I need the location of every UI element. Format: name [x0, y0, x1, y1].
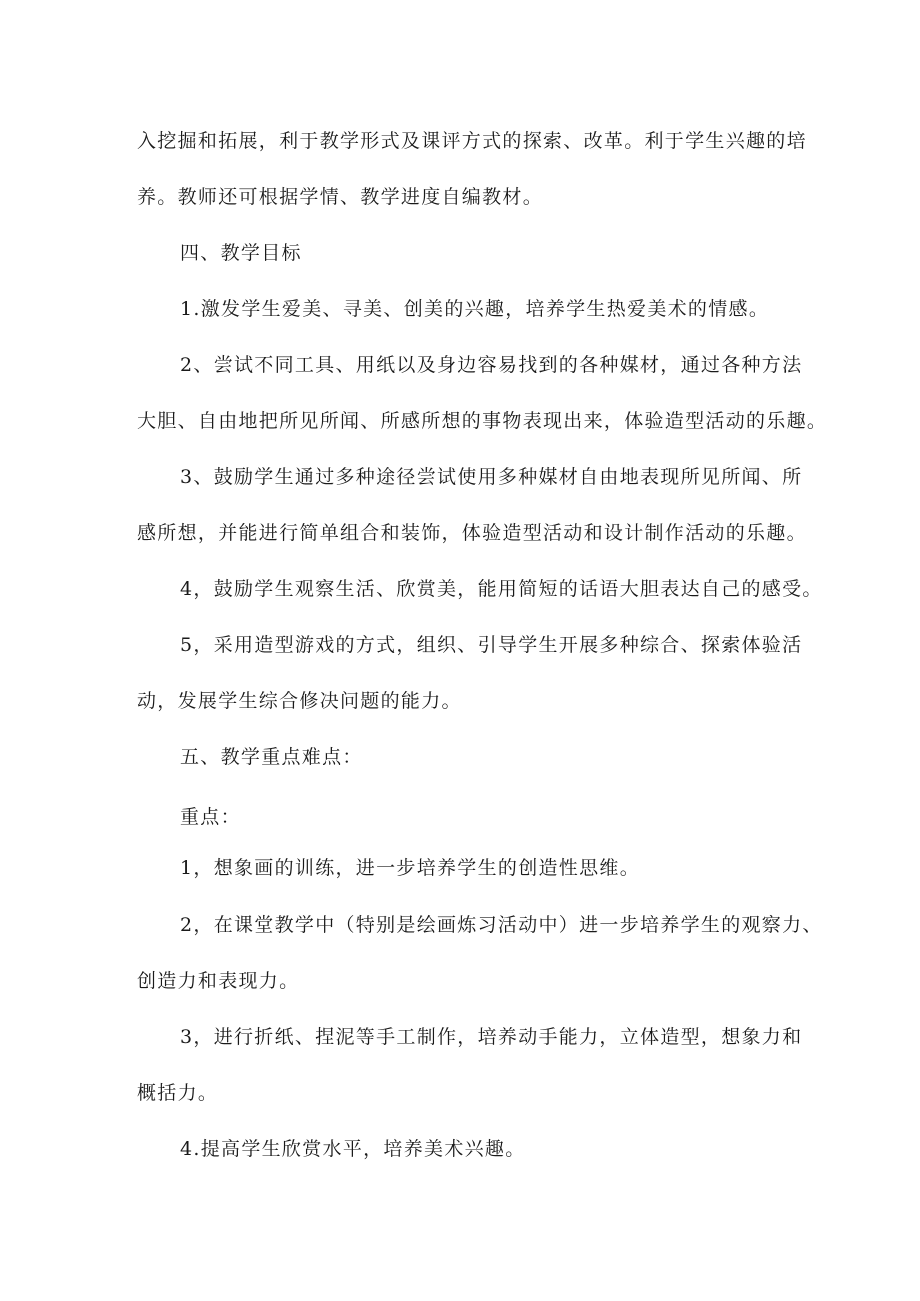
goal-item-3: 3、鼓励学生通过多种途径尝试使用多种媒材自由地表现所见所闻、所 — [180, 466, 803, 488]
paragraph-line-continuation: 入挖掘和拓展，利于教学形式及课评方式的探索、改革。利于学生兴趣的培 — [137, 130, 807, 152]
key-point-item-2-continuation: 创造力和表现力。 — [137, 970, 300, 992]
key-point-item-1: 1，想象画的训练，进一步培养学生的创造性思维。 — [180, 857, 640, 879]
goal-item-1: 1.激发学生爱美、寻美、创美的兴趣，培养学生热爱美术的情感。 — [180, 298, 770, 320]
goal-item-5-continuation: 动，发展学生综合修决问题的能力。 — [137, 690, 462, 712]
key-point-item-3-continuation: 概括力。 — [137, 1082, 219, 1104]
section-heading-teaching-goals: 四、教学目标 — [180, 242, 302, 264]
paragraph-line-continuation: 养。教师还可根据学情、教学进度自编教材。 — [137, 186, 544, 208]
key-point-item-2: 2，在课堂教学中（特别是绘画炼习活动中）进一步培养学生的观察力、 — [180, 914, 823, 936]
goal-item-3-continuation: 感所想，并能进行简单组合和装饰，体验造型活动和设计制作活动的乐趣。 — [137, 522, 807, 544]
goal-item-2-continuation: 大胆、自由地把所见所闻、所感所想的事物表现出来，体验造型活动的乐趣。 — [137, 410, 828, 432]
key-point-item-4: 4.提高学生欣赏水平，培养美术兴趣。 — [180, 1138, 526, 1160]
goal-item-2: 2、尝试不同工具、用纸以及身边容易找到的各种媒材，通过各种方法 — [180, 354, 803, 376]
goal-item-5: 5，采用造型游戏的方式，组织、引导学生开展多种综合、探索体验活 — [180, 634, 803, 656]
key-point-item-3: 3，进行折纸、捏泥等手工制作，培养动手能力，立体造型，想象力和 — [180, 1026, 803, 1048]
subheading-key-points: 重点： — [180, 806, 241, 828]
goal-item-4: 4，鼓励学生观察生活、欣赏美，能用简短的话语大胆表达自己的感受。 — [180, 578, 823, 600]
section-heading-key-points: 五、教学重点难点： — [180, 746, 363, 768]
